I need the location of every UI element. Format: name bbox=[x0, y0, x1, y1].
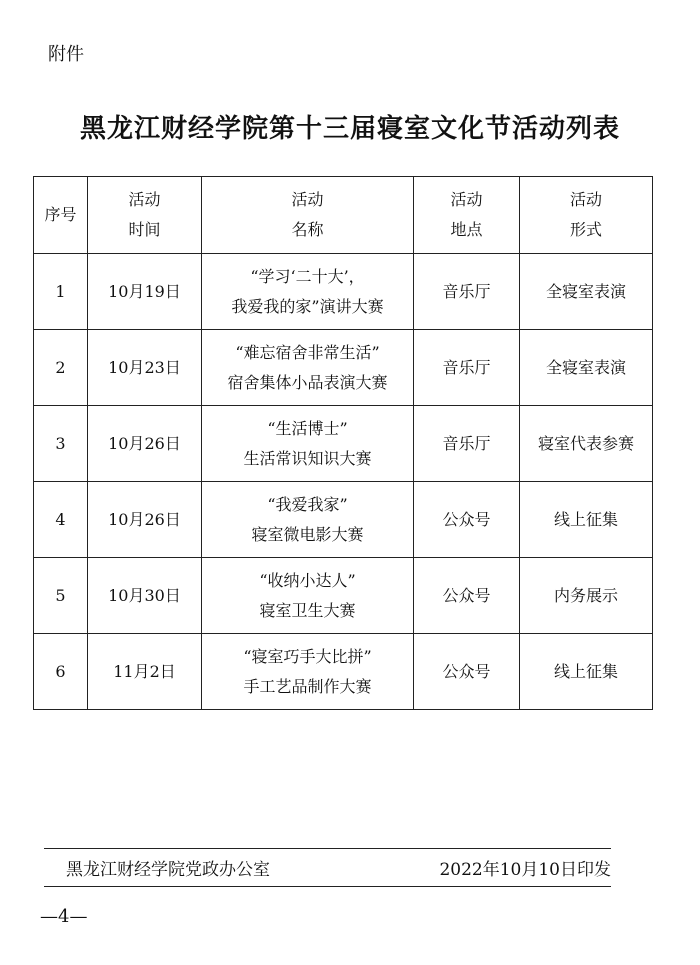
table-row bbox=[34, 482, 653, 558]
cell-place: 公众号 bbox=[414, 482, 520, 558]
table-row bbox=[34, 634, 653, 710]
cell-no: 2 bbox=[34, 330, 88, 406]
cell-time: 10月30日 bbox=[88, 558, 202, 634]
cell-time: 10月26日 bbox=[88, 406, 202, 482]
cell-place: 音乐厅 bbox=[414, 406, 520, 482]
issue-date: 2022年10月10日印发 bbox=[439, 860, 611, 880]
cell-place: 公众号 bbox=[414, 558, 520, 634]
cell-name: “难忘宿舍非常生活” 宿舍集体小品表演大赛 bbox=[202, 330, 414, 406]
table-row bbox=[34, 330, 653, 406]
cell-no: 1 bbox=[34, 254, 88, 330]
activities-table bbox=[33, 176, 653, 710]
cell-name: “生活博士” 生活常识知识大赛 bbox=[202, 406, 414, 482]
cell-form: 线上征集 bbox=[520, 634, 653, 710]
table-row bbox=[34, 558, 653, 634]
table-row bbox=[34, 254, 653, 330]
table-header-row bbox=[34, 177, 653, 254]
cell-name: “寝室巧手大比拼” 手工艺品制作大赛 bbox=[202, 634, 414, 710]
cell-time: 10月19日 bbox=[88, 254, 202, 330]
cell-form: 全寝室表演 bbox=[520, 330, 653, 406]
issuance-footer bbox=[44, 848, 611, 887]
cell-time: 11月2日 bbox=[88, 634, 202, 710]
cell-place: 公众号 bbox=[414, 634, 520, 710]
table-row bbox=[34, 406, 653, 482]
header-cell-form: 活动 形式 bbox=[520, 177, 653, 254]
attachment-label: 附件 bbox=[48, 44, 84, 65]
cell-form: 内务展示 bbox=[520, 558, 653, 634]
cell-name: “学习‘二十大’， 我爱我的家”演讲大赛 bbox=[202, 254, 414, 330]
cell-name: “我爱我家” 寝室微电影大赛 bbox=[202, 482, 414, 558]
cell-no: 3 bbox=[34, 406, 88, 482]
cell-place: 音乐厅 bbox=[414, 254, 520, 330]
header-cell-no: 序号 bbox=[34, 177, 88, 254]
page-number: —4— bbox=[40, 906, 88, 927]
cell-time: 10月23日 bbox=[88, 330, 202, 406]
issuing-office: 黑龙江财经学院党政办公室 bbox=[66, 860, 270, 880]
header-cell-place: 活动 地点 bbox=[414, 177, 520, 254]
cell-form: 全寝室表演 bbox=[520, 254, 653, 330]
cell-no: 5 bbox=[34, 558, 88, 634]
cell-name: “收纳小达人” 寝室卫生大赛 bbox=[202, 558, 414, 634]
cell-form: 寝室代表参赛 bbox=[520, 406, 653, 482]
cell-no: 6 bbox=[34, 634, 88, 710]
cell-time: 10月26日 bbox=[88, 482, 202, 558]
document-title: 黑龙江财经学院第十三届寝室文化节活动列表 bbox=[79, 114, 620, 144]
header-cell-name: 活动 名称 bbox=[202, 177, 414, 254]
cell-no: 4 bbox=[34, 482, 88, 558]
header-cell-time: 活动 时间 bbox=[88, 177, 202, 254]
cell-place: 音乐厅 bbox=[414, 330, 520, 406]
cell-form: 线上征集 bbox=[520, 482, 653, 558]
